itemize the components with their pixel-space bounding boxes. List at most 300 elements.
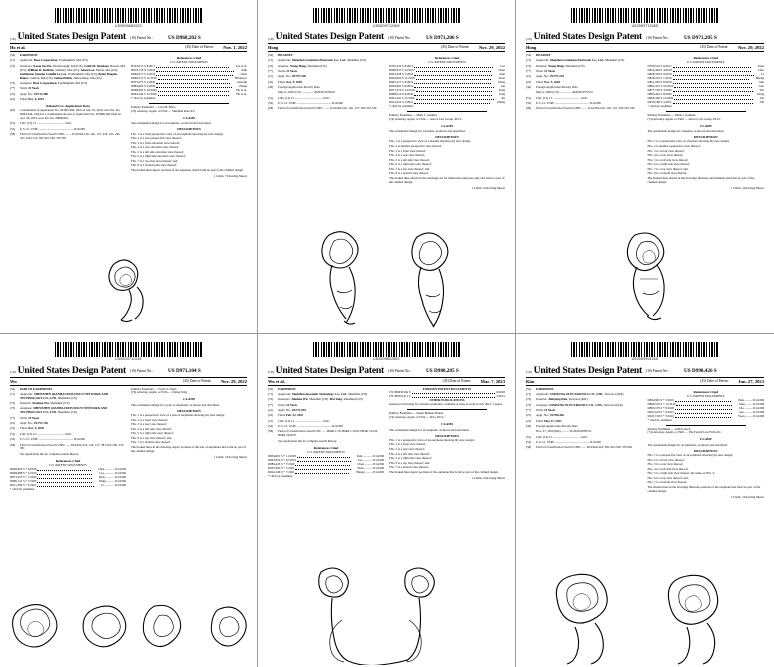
- reference-number: D873,253 S *: [10, 474, 28, 479]
- patent-page-2[interactable]: [258, 0, 516, 334]
- reference-name: Park .......... D14/206: [738, 397, 764, 402]
- reference-date: 1/2021: [285, 465, 295, 470]
- reference-number: D851,065 S: [647, 80, 663, 85]
- column-left: [526, 54, 643, 191]
- field-value: Inventors: Kwan Yee Ho, Westborough, MA (US); Caleb M. Dunham, Boston, MA (US); William R. Robbins, Sudbury, MA (US); Adam Lee, Natick, MA (US); Guillaume Antoine Camille Le Coz, Framingham, MA (US); Brian Douglas Baker, Grafton, MA (US); Stefan Pfeffer, Shrewsbury, MA (US): [20, 63, 126, 80]
- inventor-line: [526, 378, 764, 386]
- bibliographic-field: [268, 91, 384, 95]
- date-label: (45) Date of Patent:: [442, 378, 472, 383]
- reference-name: Kim ............ D14/206: [356, 453, 384, 458]
- field-value: Foreign Application Priority Data: [278, 85, 320, 90]
- description-line: FIG. 4 is a rear view thereof;: [647, 153, 684, 158]
- reference-date: 3/2021: [403, 99, 414, 104]
- patent-page-3[interactable]: [516, 0, 774, 334]
- field-tag: (**): [268, 69, 274, 74]
- barcode-bars: [571, 342, 719, 357]
- description-line: FIG. 3 is a front view thereof;: [389, 148, 427, 153]
- field-tag: (30): [526, 85, 532, 90]
- description-line: FIG. 7 is a bottom view thereof.: [131, 440, 171, 445]
- field-value: Appl. No.: 29/757,159: [20, 421, 48, 426]
- patent-date: Nov. 29, 2022: [737, 45, 764, 50]
- description-line: FIG. 6 is a top view thereof; and,: [389, 460, 430, 465]
- description-line: The broken lines shown in the drawings are for illustration purposes only and form no part of the claimed design.: [389, 175, 505, 184]
- reference-date: 6/2021: [664, 409, 674, 414]
- reference-name: Zhao .......... D14/206: [357, 465, 384, 470]
- field-tag: (22): [268, 79, 274, 84]
- field-value: Filed: Nov. 6, 2019: [20, 96, 44, 101]
- field-value: Appl. No.: 29/757,244: [536, 74, 564, 79]
- reference-name: Wang .......... D14/206: [98, 478, 126, 483]
- description-line: FIG. 7 is a bottom view thereof.: [389, 465, 429, 470]
- reference-date: 10/2019: [662, 84, 674, 89]
- barcode: [268, 342, 505, 364]
- reference-name: Lee et al.: [235, 64, 247, 69]
- reference-name: Chen: [240, 72, 247, 77]
- patent-date: Mar. 7, 2023: [480, 378, 505, 384]
- field-value: See application file for complete search history.: [20, 451, 79, 456]
- reference-number: D871,376 S: [389, 88, 404, 93]
- claim-text: The ornamental design for an earphone, as shown and described.: [389, 427, 470, 432]
- reference-name: Wu: [759, 88, 764, 93]
- field-value: Applicant: Bose Corporation, Framingham, MA (US): [20, 58, 88, 63]
- field-value: Field of Classification Search USPC ....... D14/204-216, 126, 127; 381/322-330: [278, 106, 377, 111]
- field-tag: (73): [10, 406, 16, 411]
- reference-number: D888,014 S: [389, 91, 404, 96]
- reference-number: D904,344 S: [131, 91, 146, 96]
- field-value: Term: 15 Years: [20, 415, 40, 420]
- description-line: FIG. 2 is another perspective view thereof;: [647, 143, 701, 148]
- reference-date: 6/2019: [662, 80, 672, 85]
- reference-number: D911,309 S *: [10, 482, 27, 487]
- field-value: Appl. No.: 29/786,426: [536, 413, 564, 418]
- reference-name: Cho .......... D14/206: [738, 405, 764, 410]
- description-line: FIG. 4 is a left side view thereof;: [647, 466, 689, 471]
- reference-date: 12/2020: [662, 95, 674, 100]
- field-value: Filed: Nov. 5, 2020: [278, 79, 302, 84]
- field-tag: (58): [268, 429, 274, 434]
- attorney: (74) Attorney, Agent, or Firm — Sheridan Ross P.C.: [131, 108, 196, 113]
- reference-date: 5/2021: [662, 99, 672, 104]
- field-value: Applicant: Shenzhen Grandsun Electronic Co., Ltd., Shenzhen (CN): [536, 58, 625, 63]
- column-right: [389, 388, 505, 481]
- description-line: FIG. 2 is another perspective view thereof;: [389, 143, 443, 148]
- reference-number: D884,682 S: [131, 84, 146, 89]
- description-list: [648, 454, 765, 494]
- description-line: FIG. 2 is a front view thereof;: [389, 442, 427, 447]
- patent-number: US D971,104 S: [168, 368, 201, 375]
- barcode-bars: [313, 342, 461, 357]
- reference-number: D856,962 S: [389, 84, 404, 89]
- field-value: Field of Classification Search USPC ....... D14/204-216, 126, 127; 381/322-330: [536, 106, 635, 111]
- bibliographic-field: [10, 453, 126, 457]
- us-docs-heading: U.S. PATENT DOCUMENTS: [49, 463, 87, 468]
- description-line: FIG. 5 is a right side view thereof, the same as FIG. 4;: [647, 471, 715, 476]
- field-tag: (71): [10, 58, 16, 63]
- description-line: FIG. 5 is a left side view thereof;: [389, 157, 430, 162]
- barcode-number: US00D971104S: [115, 357, 142, 361]
- field-value: LOC (13) Cl. .................................. 14-01: [20, 431, 72, 436]
- references-heading: References Cited: [176, 56, 202, 60]
- field-value: U.S. Cl. USPC ............................................ D14/206: [536, 101, 601, 106]
- description-heading: DESCRIPTION: [693, 135, 718, 140]
- patent-page-6[interactable]: [516, 334, 774, 667]
- date-label: (45) Date of Patent:: [700, 378, 729, 383]
- reference-number: D895,579 S *: [647, 405, 665, 410]
- bibliographic-field: [10, 438, 126, 442]
- field-tag: (54): [10, 53, 16, 57]
- field-tag: (52): [10, 437, 16, 442]
- field-tag: (58): [268, 106, 274, 111]
- reference-number: D814,448 S: [647, 68, 663, 73]
- cited-by-examiner: * cited by examiner: [647, 103, 672, 108]
- field-value: May 6, 2020 (CN) ............... 202030197572.0: [536, 90, 593, 95]
- reference-name: Lee: [500, 64, 505, 69]
- reference-number: D866,515 S: [131, 76, 146, 81]
- inventor-name: Ho et al.: [10, 45, 26, 50]
- foreign-reference-date: 3/2021: [496, 394, 505, 399]
- left-fields-1: [268, 393, 384, 444]
- claim-text: The ornamental design for a headset, as shown and described.: [647, 129, 725, 134]
- reference-number: D795,232 S: [389, 64, 404, 69]
- reference-number: D834,002 S: [389, 76, 404, 81]
- field-tag: (30): [526, 423, 532, 428]
- patent-title: HEADSET: [278, 53, 293, 57]
- us-docs-heading: U.S. PATENT DOCUMENTS: [687, 393, 725, 398]
- patent-drawing-earbuds-pair-round: [516, 555, 774, 665]
- reference-number: D790,510 S: [647, 64, 663, 69]
- field-tag: (51): [10, 121, 16, 126]
- inventor-name: Hong: [526, 45, 537, 50]
- column-right: [648, 54, 765, 191]
- bibliographic-field: [268, 420, 384, 424]
- field-tag: (**): [268, 402, 274, 407]
- reference-name: Choi: [757, 68, 764, 73]
- field-value: Field of Classification Search USPC ..... D14/204-216, 126, 127; 381/322-330, 370-381: [20, 442, 125, 451]
- column-left: [10, 54, 126, 179]
- description-line: FIG. 8 is a bottom view thereof.: [647, 171, 688, 176]
- office-title: United States Design Patent: [275, 364, 385, 376]
- description-line: FIG. 3 is a front view thereof;: [647, 148, 685, 153]
- office-title: United States Design Patent: [275, 31, 385, 42]
- field-value: LOC (13) Cl. .................................. 14-01: [20, 121, 72, 126]
- description-line: FIG. 1 is a front perspective view of an earphone showing my new design;: [131, 131, 224, 136]
- field-tag: (54): [526, 386, 532, 391]
- description-list: [648, 140, 765, 184]
- patent-number-label: (10) Patent No.:: [388, 35, 412, 40]
- body-columns: [268, 388, 505, 481]
- reference-number: D901,441 S: [389, 95, 404, 100]
- reference-name: Li: [761, 72, 764, 77]
- description-line: FIG. 2 is a front view thereof;: [131, 417, 169, 422]
- field-tag: (51): [268, 418, 274, 423]
- description-line: FIG. 1 is a perspective view of a headset showing my new design;: [389, 139, 471, 144]
- reference-date: 3/2019: [664, 397, 674, 402]
- sheet-note: 1 Claim, 3 Drawing Sheets: [213, 454, 247, 459]
- references-list: [131, 65, 247, 97]
- field-tag: (58): [10, 132, 16, 137]
- patent-drawing-earbuds-three: [0, 555, 257, 665]
- field-tag: (52): [268, 423, 274, 428]
- claim-heading: CLAIM: [441, 422, 453, 427]
- patent-number: US D980,285 S: [426, 368, 459, 375]
- inventor-name: Wu: [10, 378, 17, 384]
- description-line: FIG. 6 is a top view thereof; and,: [647, 475, 689, 480]
- cited-by-examiner: * cited by examiner: [647, 417, 672, 422]
- patent-number-label: (10) Patent No.:: [646, 369, 670, 374]
- field-tag: (22): [526, 418, 532, 423]
- description-line: FIG. 1 is a perspective view of an earphone showing my new design;: [389, 437, 475, 442]
- barcode: [10, 8, 247, 30]
- barcode-number: US00D968202S: [115, 23, 142, 28]
- field-tag: (71): [526, 58, 532, 63]
- patent-number: US D971,205 S: [684, 34, 717, 41]
- reference-date: 3/2022: [664, 413, 674, 418]
- field-value: Term: 15 Years: [278, 402, 298, 407]
- us-docs-heading: U.S. PATENT DOCUMENTS: [170, 60, 208, 65]
- attorney: (74) Attorney, Agent, or Firm — Anova Law Group, PLLC: [647, 116, 721, 121]
- patent-header: [10, 31, 247, 44]
- us-docs-heading: U.S. PATENT DOCUMENTS: [307, 449, 345, 454]
- reference-name: Kim: [241, 68, 247, 73]
- patent-page-1[interactable]: [0, 0, 258, 334]
- column-right: [648, 388, 765, 500]
- field-tag: [268, 440, 278, 444]
- barcode-bars: [571, 8, 719, 23]
- reference-number: D947,156 S *: [647, 413, 665, 418]
- column-left: [268, 388, 384, 481]
- patent-page-5[interactable]: [258, 334, 516, 667]
- description-line: FIG. 1 is a perspective view of a headset showing my new design;: [647, 139, 730, 144]
- field-tag: (72): [526, 397, 532, 402]
- bibliographic-field: [268, 404, 384, 408]
- inventor-line: [10, 378, 247, 386]
- reference-date: 12/2019: [403, 88, 415, 93]
- barcode-number: US00D971206S: [373, 23, 400, 28]
- field-tag: (**): [526, 407, 532, 412]
- field-tag: (21): [526, 413, 532, 418]
- description-line: FIG. 7 is a top view thereof; and,: [647, 166, 689, 171]
- column-left: [268, 54, 384, 191]
- sheet-note: 1 Claim, 3 Drawing Sheets: [730, 494, 764, 499]
- field-tag: (54): [268, 53, 274, 57]
- foreign-reference-number: CN 306551471 S: [389, 394, 411, 399]
- patent-title: EARPHONE: [278, 386, 296, 391]
- reference-date: 9/2020: [664, 405, 674, 410]
- reference-name: Jung ......... D14/206: [738, 401, 764, 406]
- bibliographic-field: [10, 427, 126, 431]
- field-value: Inventors: Jianhua Wu, Shenzhen (CN); Hai Tang, Shenzhen (CN): [278, 397, 363, 402]
- patent-number-label: (10) Patent No.:: [646, 35, 670, 40]
- cited-by-examiner: * cited by examiner: [131, 95, 156, 100]
- field-tag: (54): [268, 386, 274, 391]
- field-tag: (72): [268, 397, 274, 402]
- references-heading: References Cited: [693, 389, 718, 394]
- primary-examiner: Primary Examiner — Lisa M. Bobo: [131, 104, 176, 109]
- reference-name: Tang: [498, 91, 505, 96]
- attorney: (74) Attorney, Agent, or Firm — The Farrell Law Firm, P.C.: [647, 430, 722, 435]
- left-fields-2: [10, 109, 126, 141]
- description-line: The broken lines in the drawings illustrate portions of the earphone that form no part of the claimed design.: [647, 485, 761, 493]
- field-value: Filed: Feb. 22, 2021: [278, 413, 304, 418]
- primary-examiner: Primary Examiner — Susan Bennett Hattan: [389, 411, 444, 416]
- reference-number: D822,638 S: [389, 72, 404, 77]
- bibliographic-field: [10, 109, 126, 121]
- us-docs-heading: U.S. PATENT DOCUMENTS: [687, 60, 725, 65]
- reference-number: D912,022 S: [389, 99, 404, 104]
- left-fields-1: [526, 393, 643, 450]
- field-tag: (22): [10, 426, 16, 431]
- field-value: U.S. Cl. USPC ............................................ D14/206: [278, 423, 343, 428]
- reference-number: D861,653 S *: [268, 457, 286, 462]
- field-tag: (73): [526, 402, 532, 407]
- description-line: The broken lines in the drawings depict portions of the pair of earphones that form no part of the claimed design.: [131, 444, 247, 453]
- reference-date: 8/2020: [662, 91, 672, 96]
- barcode-number: US00D971205S: [631, 23, 659, 28]
- barcode: [526, 342, 764, 364]
- primary-examiner: Primary Examiner — Mark J. Gaumbo: [389, 112, 438, 117]
- field-tag: (72): [10, 401, 16, 406]
- reference-date: 9/2018: [662, 72, 672, 77]
- field-tag: [526, 91, 536, 95]
- cited-by-examiner: * cited by examiner: [389, 103, 414, 108]
- reference-number: D875,073 S: [131, 80, 146, 85]
- barcode-number: US00D980285S: [373, 357, 400, 361]
- reference-date: 2/2021: [27, 482, 37, 487]
- reference-date: 8/2019: [403, 84, 414, 89]
- reference-date: 7/2020: [285, 461, 295, 466]
- description-line: FIG. 7 is a top view thereof; and,: [389, 166, 430, 171]
- field-value: Inventor: Wang Hong, Shenzhen (CN): [278, 63, 327, 68]
- claim-heading: CLAIM: [183, 115, 195, 120]
- field-tag: [268, 91, 278, 95]
- date-label: (45) Date of Patent:: [185, 45, 214, 49]
- reference-number: D890,141 S *: [10, 478, 28, 483]
- description-line: FIG. 5 is a left side elevation view thereof;: [131, 149, 185, 154]
- claim-text: The ornamental design for an earphone, as shown and described.: [647, 442, 728, 447]
- reference-name: Chen ............ D14/206: [97, 467, 126, 472]
- reference-number: D806,055 S: [389, 68, 404, 73]
- field-value: Assignee: Bose Corporation, Framingham, MA (US): [20, 80, 87, 85]
- reference-number: D889,445 S *: [268, 461, 286, 466]
- description-line: FIG. 4 is a left side view thereof;: [131, 426, 172, 431]
- bibliographic-field: [10, 59, 126, 63]
- column-right: [389, 54, 505, 191]
- body-columns: [526, 388, 764, 500]
- reference-name: Zhou ........... D14/206: [98, 474, 126, 479]
- patent-title: EARPHONE: [536, 386, 554, 391]
- reference-name: Chen: [498, 68, 505, 73]
- field-value: Term: 15 Years: [278, 69, 298, 74]
- description-heading: DESCRIPTION: [177, 127, 201, 132]
- primary-examiner: Primary Examiner — Freda S. Nunn: [131, 386, 177, 391]
- description-line: FIG. 7 is a top plan view thereof; and,: [131, 158, 179, 163]
- patent-number: US D971,206 S: [426, 34, 459, 41]
- bibliographic-field: [526, 420, 643, 424]
- references-heading: References Cited: [693, 56, 718, 60]
- field-tag: (73): [10, 80, 16, 85]
- field-tag: (71): [10, 391, 16, 396]
- reference-date: 1/2019: [662, 76, 672, 81]
- reference-number: D828,329 S: [647, 72, 663, 77]
- field-value: Continuation of application No. 29/695,306, filed on Jun. 19, 2019, now Pat. No. D904,344, which is a continuation-in-part of application No. 29/689,228, filed on Apr. 29, 2019, now Pat. No. D898,004.: [20, 108, 121, 121]
- code-19: (19): [268, 36, 274, 41]
- description-line: FIG. 6 is a right side elevation view thereof;: [131, 154, 186, 159]
- reference-date: 4/2019: [403, 80, 414, 85]
- reference-number: D848,988 S *: [10, 471, 28, 476]
- reference-name: Azzolin: [237, 80, 247, 85]
- field-tag: [526, 430, 536, 434]
- reference-number: D924,196 S *: [268, 469, 286, 474]
- reference-date: 11/2019: [145, 76, 157, 81]
- references-heading: References Cited: [434, 56, 460, 60]
- reference-date: 2/2020: [145, 80, 156, 85]
- reference-name: Lee ............ D14/206: [357, 457, 384, 462]
- field-value: Applicant: Shenzhen Ausounds Technology Co., Ltd., Shenzhen (CN): [278, 391, 368, 396]
- claim-heading: CLAIM: [699, 437, 712, 442]
- description-line: FIG. 4 is a rear view thereof;: [389, 153, 425, 158]
- bibliographic-field: [268, 107, 384, 111]
- foreign-reference-date: 6/2020: [496, 390, 505, 395]
- field-tag: (**): [526, 69, 532, 74]
- description-line: FIG. 2 is a front view thereof;: [647, 457, 685, 462]
- field-tag: (63): [10, 108, 16, 113]
- field-value: Term: 15 Years: [536, 69, 556, 74]
- field-value: Applicant: Shenzhen Grandsun Electronic Co., Ltd., Shenzhen (CN): [278, 58, 367, 63]
- reference-name: Hirokawa: [234, 76, 247, 81]
- claim-heading: CLAIM: [183, 397, 195, 402]
- field-tag: (71): [268, 58, 274, 63]
- references-heading: References Cited: [55, 458, 81, 463]
- field-tag: (51): [526, 434, 532, 439]
- left-fields-1: [526, 59, 643, 111]
- patent-header: [526, 31, 764, 44]
- patent-number: US D968,202 S: [168, 34, 201, 41]
- field-tag: (52): [10, 126, 16, 131]
- reference-name: Guo: [758, 84, 764, 89]
- bibliographic-field: [10, 65, 126, 81]
- reference-name: Deng: [757, 91, 764, 96]
- reference-name: Sun: [759, 80, 764, 85]
- bibliographic-field: [526, 436, 643, 440]
- reference-name: Seo .......... D14/206: [739, 409, 764, 414]
- left-fields-1: [268, 59, 384, 111]
- field-tag: (51): [10, 431, 16, 436]
- primary-examiner: Primary Examiner — Mark J. Gaumbo: [647, 112, 696, 117]
- patent-header: [268, 365, 505, 378]
- reference-date: 6/2020: [403, 91, 414, 96]
- reference-number: D921,619 S *: [647, 409, 665, 414]
- reference-name: Chen .......... D14/206: [357, 461, 384, 466]
- field-value: Inventor: Jinhyung Kim, Suwon-si (KR): [536, 397, 588, 402]
- field-value: LOC (13) Cl. .................................. 14-01: [278, 95, 330, 100]
- code-19: (19): [10, 370, 16, 374]
- patent-page-4[interactable]: [0, 334, 258, 667]
- description-line: FIG. 3 is a rear view thereof;: [131, 422, 167, 427]
- patent-title: EARPHONE: [20, 53, 38, 57]
- field-value: Inventor: Xiaohua Wu, Shenzhen (CN): [20, 401, 70, 406]
- field-value: Applicant: SHENZHEN QIANHAI PATUOXUN NETWORK AND TECHNOLOGY CO., LTD, Shenzhen (CN): [20, 391, 109, 400]
- field-tag: (71): [268, 391, 274, 396]
- field-value: LOC (14) Cl. .................................. 14-01: [536, 434, 588, 439]
- reference-date: 10/2020: [145, 88, 157, 93]
- reference-number: D866,516 S *: [647, 401, 665, 406]
- field-value: May 6, 2020 (CN) ............... 202030197564.6: [278, 90, 335, 95]
- inventor-line: [526, 44, 764, 52]
- bibliographic-field: [268, 430, 384, 438]
- reference-date: 1/2020: [27, 474, 37, 479]
- patent-number-label: (10) Patent No.:: [388, 369, 412, 374]
- reference-date: 3/2020: [662, 88, 672, 93]
